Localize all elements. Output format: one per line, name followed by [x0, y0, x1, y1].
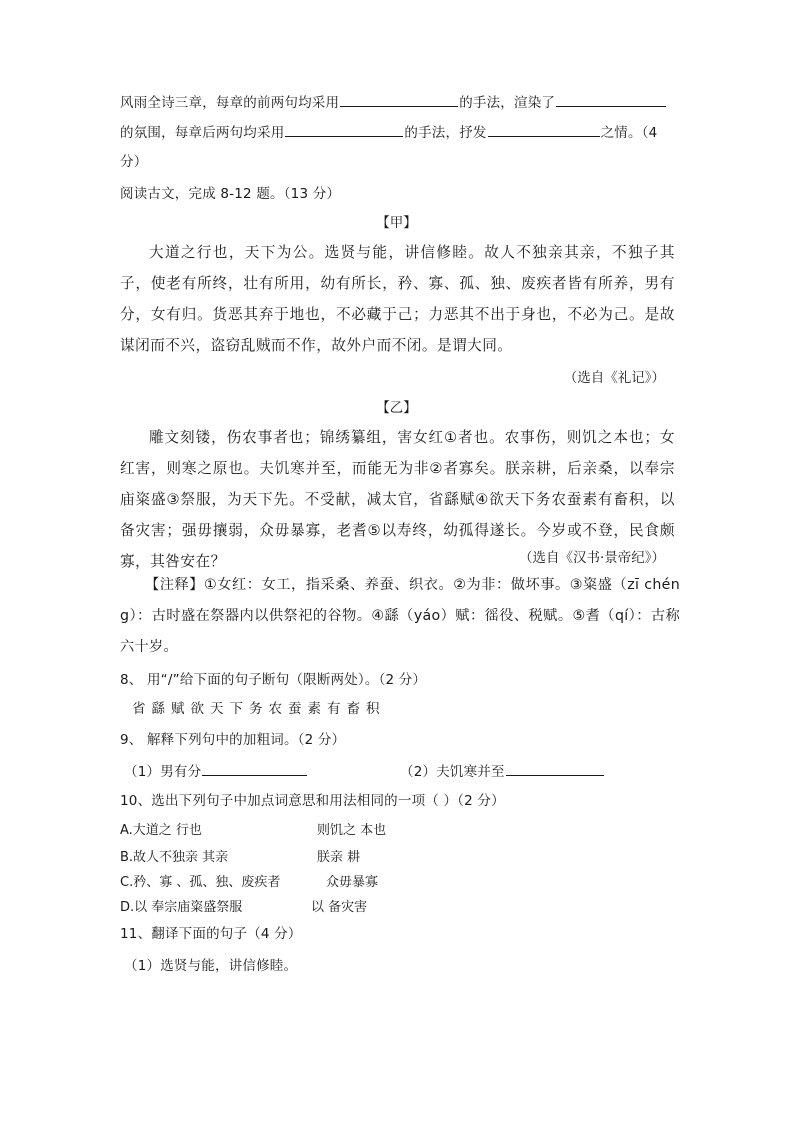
passage-yi-text: 雕文刻镂，伤农事者也；锦绣纂组，害女红①者也。农事伤，则饥之本也；女红害，则寒之原也。夫饥寒并至，而能无为非②者寡矣。朕亲耕，后亲桑，以奉宗庙粢盛③祭服，为天下先。不受献，减太官，省繇赋④欲天下务农蚕素有畜积，以备灾害；强毋攘弱，众毋暴寡，老耆⑤以寿终，幼孤得遂长。今岁或不登，民食颇寡，其咎安在？ [120, 429, 675, 570]
q7-text-2b: 的手法，抒发 [404, 125, 487, 141]
q9-item-1-label: （1）男有分 [124, 764, 202, 780]
q10-option-c-left[interactable]: C.矜、寡 、孤、独、废疾者 [120, 875, 281, 890]
q7-text-1a: 风雨全诗三章，每章的前两句均采用 [120, 95, 340, 111]
q9-item-1 [124, 761, 308, 782]
q10-option-b-left[interactable]: B.故人不独亲 其亲 [120, 850, 229, 865]
q10-option-a-right: 则饥之 本也 [317, 823, 387, 838]
passage-yi-source: （选自《汉书·景帝纪》） [518, 550, 665, 566]
q8-prompt: 8、 用“/”给下面的句子断句（限断两处）。（2 分） [120, 672, 427, 688]
q7-line-1 [120, 92, 667, 113]
passage-jia-text: 大道之行也，天下为公。选贤与能，讲信修睦。故人不独亲其亲，不独子其子，使老有所终，壮有所用，幼有所长，矜、寡、孤、独、废疾者皆有所养，男有分，女有归。货恶其弃于地也，不必藏于己；力恶其不出于身也，不必为己。是故谋闭而不兴，盗窃乱贼而不作，故外户而不闭。是谓大同。 [120, 244, 675, 354]
q9-item-2-label: （2）夫饥寒并至 [400, 764, 505, 780]
q7-answer-blank-4[interactable] [488, 122, 600, 137]
q7-answer-blank-1[interactable] [340, 92, 458, 107]
q11-item-1: （1）选贤与能，讲信修睦。 [124, 958, 298, 974]
q7-text-2c: 之情。（4 [600, 125, 658, 141]
passage-yi-title: 【乙】 [376, 400, 417, 416]
passage-jia-source: （选自《礼记》） [563, 370, 665, 386]
q7-line-3: 分） [120, 154, 148, 170]
q9-prompt: 9、 解释下列句中的加粗词。（2 分） [120, 732, 346, 748]
q10-prompt: 10、选出下列句子中加点词意思和用法相同的一项（ ）（2 分） [120, 793, 505, 809]
q10-option-d-right: 以 备灾害 [311, 900, 368, 915]
q7-text-1b: 的手法，渲染了 [459, 95, 556, 111]
q7-text-2a: 的氛围，每章后两句均采用 [120, 125, 285, 141]
q10-option-a-left[interactable]: A.大道之 行也 [120, 823, 202, 838]
q7-answer-blank-3[interactable] [285, 122, 403, 137]
q9-item-2 [400, 761, 605, 782]
annotation-notes: 【注释】①女红：女工，指采桑、养蚕、织衣。②为非：做坏事。③粢盛（zī chéng）：古时盛在祭器内以供祭祀的谷物。④繇（yáo）赋：徭役、税赋。⑤耆（qí）：古称六十岁。 [120, 577, 680, 655]
passage-jia-title: 【甲】 [376, 215, 417, 231]
q7-answer-blank-2[interactable] [556, 92, 666, 107]
q10-option-b-right: 朕亲 耕 [317, 850, 361, 865]
q9-answer-blank-2[interactable] [506, 761, 604, 776]
q10-option-c-right: 众毋暴寡 [326, 875, 379, 890]
q10-option-d-left[interactable]: D.以 奉宗庙粢盛祭服 [120, 900, 243, 915]
q9-answer-blank-1[interactable] [202, 761, 307, 776]
reading-intro: 阅读古文，完成 8-12 题。（13 分） [120, 186, 341, 202]
q8-sentence: 省繇赋欲天下务农蚕素有畜积 [132, 701, 386, 717]
q11-prompt: 11、翻译下面的句子（4 分） [120, 926, 302, 942]
q7-line-2 [120, 122, 657, 143]
